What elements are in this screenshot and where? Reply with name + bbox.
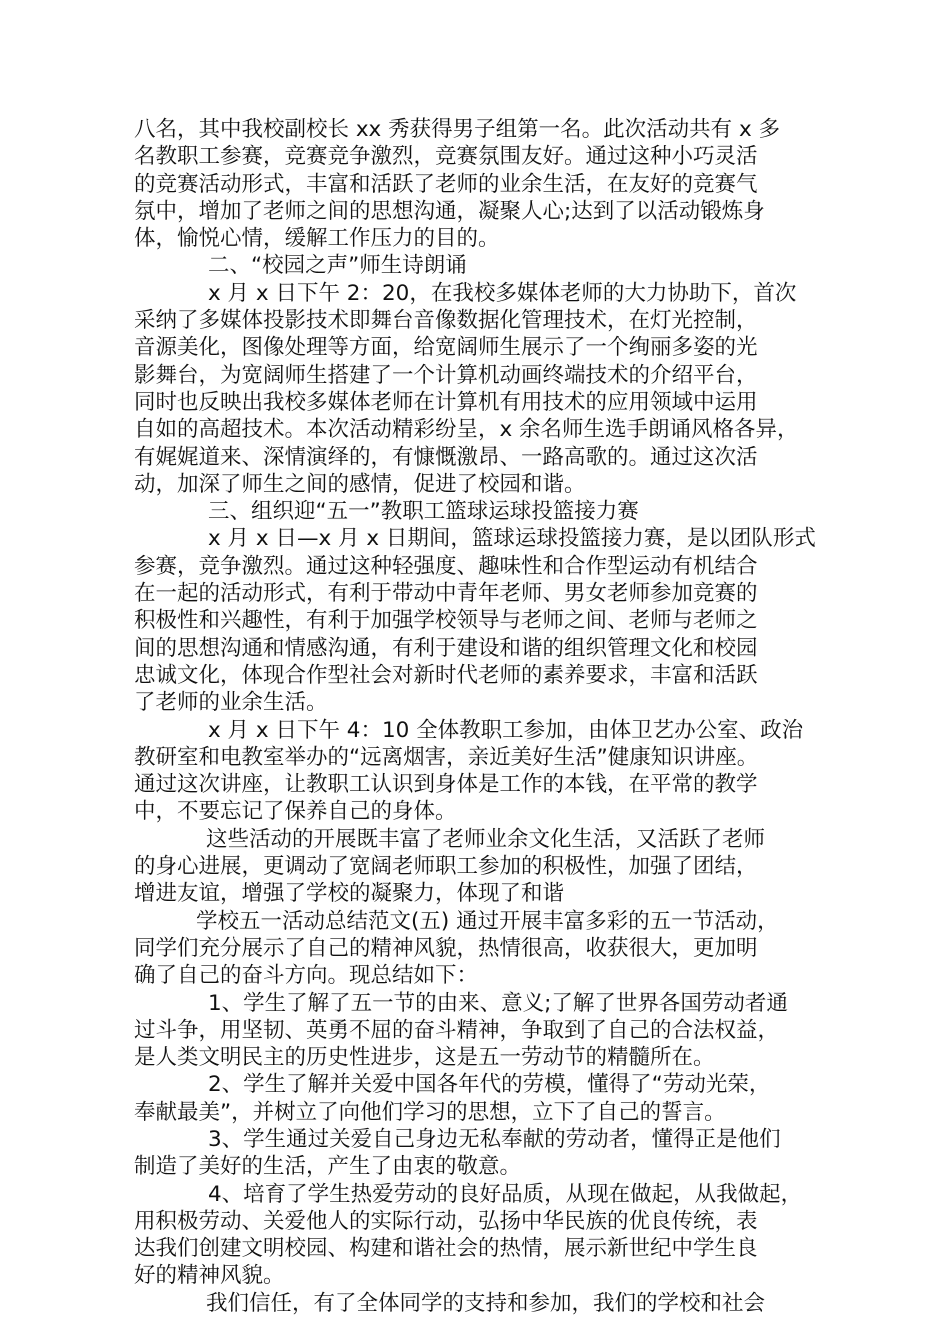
text-line: 同学们充分展示了自己的精神风貌，热情很高，收获很大，更加明 bbox=[134, 935, 758, 961]
text-line: 奉献最美”，并树立了向他们学习的思想，立下了自己的誓言。 bbox=[134, 1099, 726, 1125]
text-line: 通过这次讲座，让教职工认识到身体是工作的本钱，在平常的教学 bbox=[134, 772, 758, 798]
text-line: 确了自己的奋斗方向。现总结如下： bbox=[134, 963, 479, 989]
text-line: 二、“校园之声”师生诗朗诵 bbox=[208, 253, 467, 279]
text-line: 有娓娓道来、深情演绎的，有慷慨激昂、一路高歌的。通过这次活 bbox=[134, 444, 758, 470]
text-line: 1、学生了解了五一节的由来、意义;了解了世界各国劳动者通 bbox=[208, 990, 788, 1016]
text-line: 达我们创建文明校园、构建和谐社会的热情，展示新世纪中学生良 bbox=[134, 1236, 758, 1262]
text-line: 积极性和兴趣性，有利于加强学校领导与老师之间、老师与老师之 bbox=[134, 608, 758, 634]
text-line: 用积极劳动、关爱他人的实际行动，弘扬中华民族的优良传统，表 bbox=[134, 1208, 758, 1234]
text-line: 体，愉悦心情，缓解工作压力的目的。 bbox=[134, 226, 500, 252]
text-line: 过斗争，用坚韧、英勇不屈的奋斗精神，争取到了自己的合法权益， bbox=[134, 1017, 780, 1043]
text-line: 的竞赛活动形式，丰富和活跃了老师的业余生活，在友好的竞赛气 bbox=[134, 171, 758, 197]
text-line: 了老师的业余生活。 bbox=[134, 690, 328, 716]
text-line: 名教职工参赛，竞赛竞争激烈，竞赛氛围友好。通过这种小巧灵活 bbox=[134, 144, 758, 170]
text-line: 这些活动的开展既丰富了老师业余文化生活，又活跃了老师 bbox=[206, 826, 766, 852]
text-line: 教研室和电教室举办的“远离烟害，亲近美好生活”健康知识讲座。 bbox=[134, 744, 759, 770]
text-line: 2、学生了解并关爱中国各年代的劳模，懂得了“劳动光荣， bbox=[208, 1072, 771, 1098]
text-line: x 月 x 日下午 4：10 全体教职工参加，由体卫艺办公室、政治 bbox=[208, 717, 804, 743]
text-line: x 月 x 日—x 月 x 日期间，篮球运球投篮接力赛，是以团队形式 bbox=[208, 526, 816, 552]
text-line: 是人类文明民主的历史性进步，这是五一劳动节的精髓所在。 bbox=[134, 1045, 715, 1071]
text-line: 动，加深了师生之间的感情，促进了校园和谐。 bbox=[134, 471, 586, 497]
text-line: 八名，其中我校副校长 xx 秀获得男子组第一名。此次活动共有 x 多 bbox=[134, 117, 781, 142]
text-line: 的身心进展，更调动了宽阔老师职工参加的积极性，加强了团结， bbox=[134, 854, 758, 880]
text-line: 好的精神风貌。 bbox=[134, 1263, 285, 1289]
text-line: 我们信任，有了全体同学的支持和参加，我们的学校和社会 bbox=[206, 1290, 766, 1316]
text-line: x 月 x 日下午 2：20，在我校多媒体老师的大力协助下，首次 bbox=[208, 280, 797, 306]
text-line: 中，不要忘记了保养自己的身体。 bbox=[134, 799, 457, 825]
text-line: 忠诚文化，体现合作型社会对新时代老师的素养要求，丰富和活跃 bbox=[134, 662, 758, 688]
text-line: 制造了美好的生活，产生了由衷的敬意。 bbox=[134, 1154, 522, 1180]
document-body bbox=[134, 116, 829, 1317]
text-line: 3、学生通过关爱自己身边无私奉献的劳动者，懂得正是他们 bbox=[208, 1126, 781, 1152]
text-line: 三、组织迎“五一”教职工篮球运球投篮接力赛 bbox=[208, 499, 639, 525]
text-line: 在一起的活动形式，有利于带动中青年老师、男女老师参加竞赛的 bbox=[134, 581, 758, 607]
text-line: 同时也反映出我校多媒体老师在计算机有用技术的应用领域中运用 bbox=[134, 389, 758, 415]
text-line: 间的思想沟通和情感沟通，有利于建设和谐的组织管理文化和校园 bbox=[134, 635, 758, 661]
text-line: 学校五一活动总结范文(五) 通过开展丰富多彩的五一节活动， bbox=[196, 908, 779, 934]
text-line: 音源美化，图像处理等方面，给宽阔师生展示了一个绚丽多姿的光 bbox=[134, 335, 758, 361]
text-line: 4、培育了学生热爱劳动的良好品质，从现在做起，从我做起， bbox=[208, 1181, 803, 1207]
text-line: 增进友谊，增强了学校的凝聚力，体现了和谐 bbox=[134, 881, 565, 907]
text-line: 采纳了多媒体投影技术即舞台音像数据化管理技术，在灯光控制， bbox=[134, 308, 758, 334]
text-line: 氛中，增加了老师之间的思想沟通，凝聚人心;达到了以活动锻炼身 bbox=[134, 198, 765, 224]
text-line: 参赛，竞争激烈。通过这种轻强度、趣味性和合作型运动有机结合 bbox=[134, 553, 758, 579]
text-line: 自如的高超技术。本次活动精彩纷呈，x 余名师生选手朗诵风格各异， bbox=[134, 417, 799, 443]
text-line: 影舞台，为宽阔师生搭建了一个计算机动画终端技术的介绍平台， bbox=[134, 362, 758, 388]
